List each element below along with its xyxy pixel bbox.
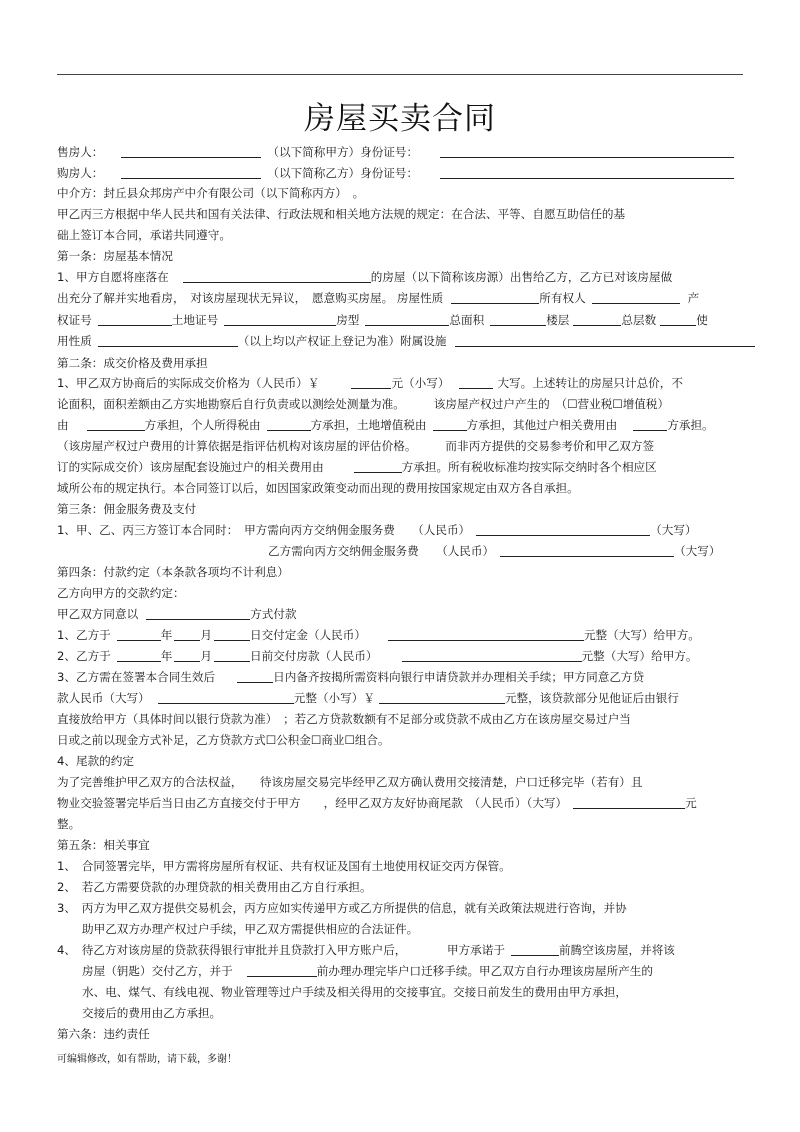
household-date-blank[interactable]	[247, 964, 317, 977]
article-4-subheading: 乙方向甲方的交款约定：	[57, 586, 185, 600]
agent-line: 中介方：封丘县众邦房产中介有限公司（以下简称丙方） 。	[57, 186, 365, 200]
tax-payer-blank[interactable]	[87, 418, 145, 431]
income-tax-blank[interactable]	[267, 418, 311, 431]
article-5-item-4-cont-2: 水、电、煤气、有线电视、物业管理等过户手续及相关得用的交接事宜。交接日前发生的费用由甲方承担，	[82, 985, 627, 999]
loan-capital-blank[interactable]	[158, 691, 294, 704]
balance-amount-blank[interactable]	[573, 796, 685, 809]
text: 元（小写）	[391, 376, 450, 390]
seller-name-blank[interactable]	[121, 145, 261, 158]
payment-month-blank[interactable]	[174, 649, 200, 662]
loan-days-blank[interactable]	[237, 670, 273, 683]
footer-note: 可编辑修改，如有帮助，请下载，多谢！	[57, 1054, 237, 1065]
document-title: 房屋买卖合同	[304, 101, 496, 137]
layout-blank[interactable]	[365, 313, 449, 326]
seller-abbr: （以下简称甲方）身份证号：	[267, 145, 419, 159]
article-1-line-2	[57, 290, 699, 306]
article-2-line-5	[57, 459, 657, 475]
article-5-item-4	[57, 942, 675, 958]
cert-no-blank[interactable]	[98, 313, 172, 326]
seller-line	[57, 144, 734, 160]
deposit-amount-blank[interactable]	[388, 628, 584, 641]
balance-heading: 4、尾款的约定	[57, 754, 134, 768]
seller-label: 售房人：	[57, 145, 104, 159]
article-2-line-3	[57, 417, 714, 433]
article-1-heading: 第一条：房屋基本情况	[57, 249, 173, 263]
article-1-line-4	[57, 333, 755, 349]
article-2-line-4: （该房屋产权过户费用的计算依据是指评估机构对该房屋的评估价格。 而非丙方提供的交易参考价和甲乙双方签	[57, 439, 655, 453]
land-cert-blank[interactable]	[224, 313, 336, 326]
text: 方式付款	[250, 607, 297, 621]
price-capital-blank[interactable]	[459, 376, 493, 389]
payment-line	[57, 648, 697, 664]
deposit-day-blank[interactable]	[214, 628, 250, 641]
article-2-line-2: 论面积，面积差额由乙方实地勘察后自行负责或以测绘处测量为准。 该房屋产权过户产生的 （☐营业税☐增值税）	[57, 397, 670, 411]
text: 1、甲乙双方协商后的实际成交价格为（人民币）￥	[57, 376, 320, 390]
text: 方承担，土地增值税由	[310, 418, 427, 432]
payment-method-blank[interactable]	[146, 607, 250, 620]
deposit-year-blank[interactable]	[117, 628, 161, 641]
article-2-line-6: 域所公布的规定执行。本合同签订以后，如因国家政策变动而出现的费用按国家规定由双方各自承担。	[57, 481, 579, 495]
buyer-id-blank[interactable]	[440, 166, 734, 179]
facility-fee-blank[interactable]	[354, 460, 402, 473]
price-small-blank[interactable]	[351, 376, 391, 389]
text: 款人民币（大写）	[57, 691, 150, 705]
text: 日前交付房款（人民币）	[249, 649, 378, 663]
article-6-heading: 第六条：违约责任	[57, 1027, 150, 1041]
text: 订的实际成交价）该房屋配套设施过户的相关费用由	[57, 460, 324, 474]
text: 用性质	[57, 334, 92, 348]
text: 元整（大写）给甲方。	[581, 649, 698, 663]
text: 元整（大写）给甲方。	[583, 628, 700, 642]
buyer-name-blank[interactable]	[121, 166, 261, 179]
text: 物业交验签署完毕后当日由乙方直接交付于甲方 ，经甲乙双方友好协商尾款 （人民币）（大写）	[57, 796, 568, 810]
article-3-line-1	[57, 522, 697, 538]
owner-blank[interactable]	[592, 291, 680, 304]
text: 月	[200, 628, 212, 642]
text: 总层数	[621, 313, 657, 327]
property-type-blank[interactable]	[451, 291, 539, 304]
text: 方承担，其他过户相关费用由	[466, 418, 618, 432]
text: 乙方需向丙方交纳佣金服务费 （人民币）	[268, 544, 495, 558]
article-2-line-1	[57, 375, 683, 391]
text: （大写）	[674, 544, 721, 558]
balance-line-2	[57, 795, 697, 811]
text: 年	[160, 628, 173, 642]
article-5-item-4-cont-1	[82, 963, 653, 979]
payment-day-blank[interactable]	[214, 649, 250, 662]
text: （大写）	[650, 523, 697, 537]
text: 日内备齐按揭所需资料向银行申请贷款并办理相关手续；甲方同意乙方贷	[273, 670, 645, 684]
payment-year-blank[interactable]	[117, 649, 161, 662]
loan-line-1	[57, 669, 644, 685]
total-floors-blank[interactable]	[660, 313, 696, 326]
text: 1、甲方自愿将座落在	[57, 270, 169, 284]
article-3-line-2	[268, 543, 720, 559]
loan-small-blank[interactable]	[379, 691, 505, 704]
article-5-heading: 第五条：相关事宜	[57, 838, 150, 852]
balance-line-1: 为了完善维护甲乙双方的合法权益， 待该房屋交易完毕经甲乙双方确认费用交接清楚，户口迁移完毕（若有）且	[57, 775, 643, 789]
location-blank[interactable]	[183, 270, 371, 283]
floor-blank[interactable]	[573, 313, 621, 326]
loan-line-4: 日或之前以现金方式补足，乙方贷款方式☐公积金☐商业☐组合。	[57, 733, 390, 747]
loan-line-2	[57, 690, 679, 706]
text: 甲乙双方同意以	[57, 607, 139, 621]
seller-id-blank[interactable]	[440, 145, 734, 158]
article-4-heading: 第四条：付款约定（本条款各项均不计利息）	[57, 565, 289, 579]
text: 日交付定金（人民币）	[249, 628, 366, 642]
text: 1、乙方于	[57, 628, 111, 642]
text: 元整（小写）￥	[293, 691, 375, 705]
seller-commission-blank[interactable]	[476, 523, 650, 536]
deposit-line	[57, 627, 700, 643]
usage-blank[interactable]	[98, 334, 238, 347]
text: 年	[160, 649, 173, 663]
text: 4、 待乙方对该房屋的贷款获得银行审批并且贷款打入甲方账户后， 甲方承诺于	[57, 943, 505, 957]
article-5-item-3-cont: 助甲乙双方办理产权过户手续，甲乙双方需提供相应的合法证件。	[82, 922, 419, 936]
text: 出充分了解并实地看房， 对该房屋现状无异议， 愿意购买房屋。 房屋性质	[57, 291, 444, 305]
text: 房型	[336, 313, 360, 327]
balance-line-3: 整。	[57, 817, 81, 831]
other-fees-blank[interactable]	[633, 418, 667, 431]
text: 3、乙方需在签署本合同生效后	[57, 670, 216, 684]
preamble-1: 甲乙丙三方根据中华人民共和国有关法律、行政法规和相关地方法规的规定：在合法、平等、自愿互助信任的基	[57, 207, 626, 221]
article-5-item-1: 1、 合同签署完毕，甲方需将房屋所有权证、共有权证及国有土地使用权证交丙方保管。	[57, 859, 511, 873]
text: 元	[685, 796, 697, 810]
text: 前办理办理完毕户口迁移手续。甲乙双方自行办理该房屋所产生的	[316, 964, 653, 978]
payment-method-line	[57, 606, 297, 622]
facilities-blank[interactable]	[455, 334, 755, 347]
buyer-commission-blank[interactable]	[500, 544, 674, 557]
text: 权证号	[57, 313, 92, 327]
loan-line-3: 直接放给甲方（具体时间以银行贷款为准） ；若乙方贷款数额有不足部分或贷款不成由乙方在该房屋交易过户当	[57, 712, 631, 726]
text: 楼层	[546, 313, 570, 327]
text: 由	[57, 418, 69, 432]
article-1-line-3	[57, 312, 708, 328]
buyer-label: 购房人：	[57, 166, 104, 180]
text: 方承担。所有税收标准均按实际交纳时各个相应区	[401, 460, 657, 474]
text: 总面积	[449, 313, 485, 327]
land-tax-blank[interactable]	[433, 418, 467, 431]
text: 1、甲、乙、丙三方签订本合同时： 甲方需向丙方交纳佣金服务费 （人民币）	[57, 523, 471, 537]
text: 月	[200, 649, 212, 663]
preamble-2: 础上签订本合同，承诺共同遵守。	[57, 228, 231, 242]
text: 使	[696, 313, 708, 327]
text: 所有权人	[539, 291, 586, 305]
text: 元整，该贷款部分见他证后由银行	[504, 691, 679, 705]
text: 的房屋（以下简称该房源）出售给乙方，乙方已对该房屋做	[370, 270, 673, 284]
top-rule	[57, 74, 743, 75]
text: 2、乙方于	[57, 649, 111, 663]
article-2-heading: 第二条：成交价格及费用承担	[57, 356, 208, 370]
text: 土地证号	[171, 313, 219, 327]
text: 房屋（钥匙）交付乙方，并于	[82, 964, 233, 978]
article-5-item-3: 3、 丙方为甲乙双方提供交易机会，丙方应如实传递甲方或乙方所提供的信息，就有关政策法规进行咨询，并协	[57, 901, 627, 915]
text: 方承担，个人所得税由	[144, 418, 261, 432]
deposit-month-blank[interactable]	[174, 628, 200, 641]
vacate-date-blank[interactable]	[511, 943, 559, 956]
text: 前腾空该房屋，并将该	[558, 943, 675, 957]
text: 方承担。	[667, 418, 714, 432]
article-1-line-1	[57, 269, 672, 285]
text: （以上均以产权证上登记为准）附属设施	[237, 334, 447, 348]
buyer-line	[57, 165, 734, 181]
article-3-heading: 第三条：佣金服务费及支付	[57, 502, 197, 516]
article-5-item-2: 2、 若乙方需要贷款的办理贷款的相关费用由乙方自行承担。	[57, 880, 372, 894]
payment-amount-blank[interactable]	[402, 649, 582, 662]
text: 大写。上述转让的房屋只计总价，不	[497, 376, 683, 390]
text: 产	[687, 291, 700, 305]
area-blank[interactable]	[490, 313, 546, 326]
buyer-abbr: （以下简称乙方）身份证号：	[267, 166, 419, 180]
article-5-item-4-cont-3: 交接后的费用由乙方承担。	[82, 1006, 222, 1020]
